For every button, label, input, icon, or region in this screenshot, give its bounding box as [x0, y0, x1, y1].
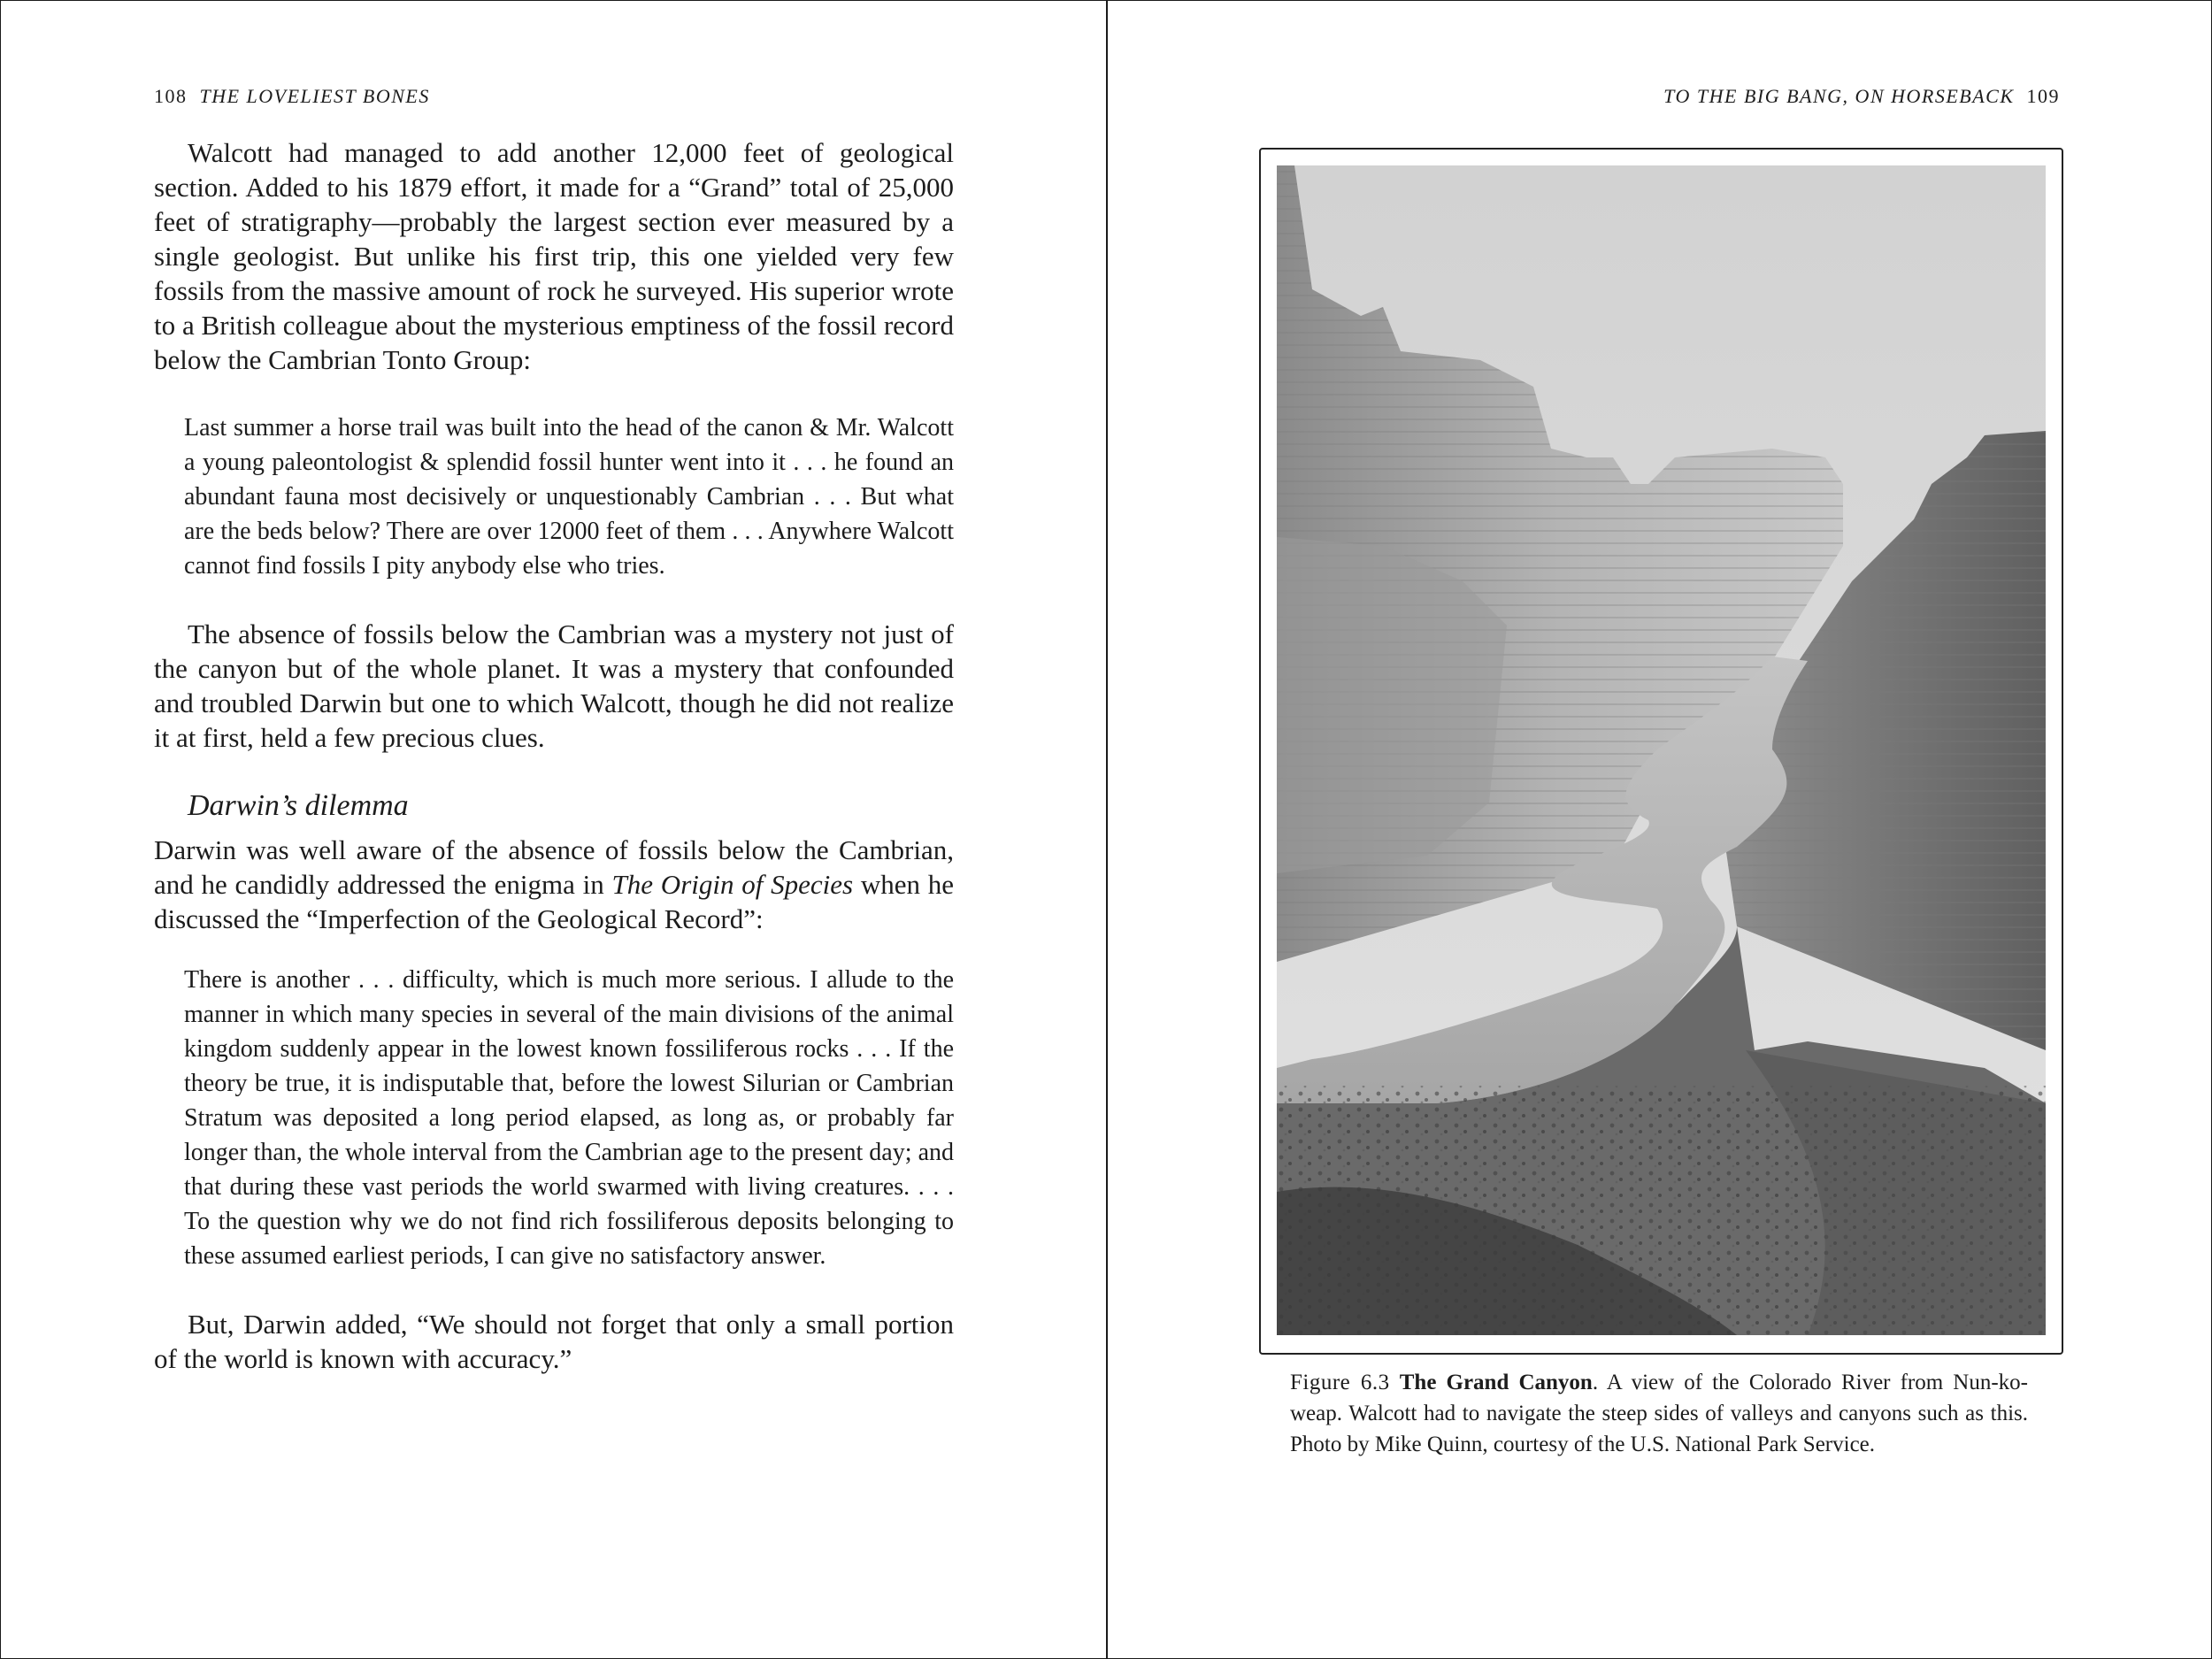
paragraph: But, Darwin added, “We should not forget that only a small portion of the world is known with accuracy.” [154, 1309, 954, 1374]
left-page-text [154, 135, 954, 1376]
left-page-number: 108 [154, 85, 188, 107]
left-running-title: THE LOVELIEST BONES [199, 85, 430, 107]
paragraph: The absence of fossils below the Cambrian was a mystery not just of the canyon but of the whole planet. It was a mystery that confounded and troubled Darwin but one to which Walcott, though he did not realize it at first, held a few precious clues. [154, 618, 954, 753]
figure-frame [1259, 148, 2063, 1355]
block-quote: Last summer a horse trail was built into the head of the canon & Mr. Walcott a young paleontologist & splendid fossil hunter went into it . . . he found an abundant fauna most decisively or unquestionably Cambrian . . . But what are the beds below? There are over 12000 feet of them . . . Anywhere Walcott cannot find fossils I pity anybody else who tries. [184, 414, 954, 580]
section-subheading: Darwin’s dilemma [188, 789, 409, 822]
figure-caption [1290, 1367, 2028, 1460]
figure-label: Figure 6.3 [1290, 1371, 1390, 1394]
grand-canyon-photo [1277, 165, 2046, 1335]
right-running-title: TO THE BIG BANG, ON HORSEBACK [1663, 85, 2015, 107]
right-running-head [1663, 85, 2060, 108]
right-page-number: 109 [2026, 85, 2060, 107]
left-running-head [154, 85, 430, 108]
block-quote: There is another . . . difficulty, which is much more serious. I allude to the manner in which many species in several of the main divisions of the animal kingdom suddenly appear in the lowest known fossiliferous rocks . . . If the theory be true, it is indisputable that, before the lowest Silurian or Cambrian Stratum was deposited a long period elapsed, as long as, or probably far longer than, the whole interval from the Cambrian age to the present day; and that during these vast periods the world swarmed with living creatures. . . . To the question why we do not find rich fossiliferous deposits belonging to these assumed earliest periods, I can give no satisfactory answer. [184, 966, 954, 1270]
paragraph: Darwin was well aware of the absence of fossils below the Cambrian, and he candidly addressed the enigma in The Origin of Species when he discussed the “Imperfection of the Geological Record”: [154, 834, 955, 934]
page-gutter [1106, 0, 1108, 1659]
book-title: The Origin of Species [611, 869, 854, 900]
paragraph: Walcott had managed to add another 12,000 feet of geological section. Added to his 1879 effort, it made for a “Grand” total of 25,000 feet of stratigraphy—probably the largest section ever measured by a single geologist. But unlike his first trip, this one yielded very few fossils from the massive amount of rock he surveyed. His superior wrote to a British colleague about the mysterious emptiness of the fossil record below the Cambrian Tonto Group: [154, 137, 954, 375]
figure-title: The Grand Canyon [1399, 1371, 1593, 1394]
figure-caption-text: . A view of the Colorado River from Nun-ko-weap. Walcott had to navigate the steep sides of valleys and canyons such as this. Photo by Mike Quinn, courtesy of the U.S. National Park Service. [1290, 1371, 2029, 1456]
